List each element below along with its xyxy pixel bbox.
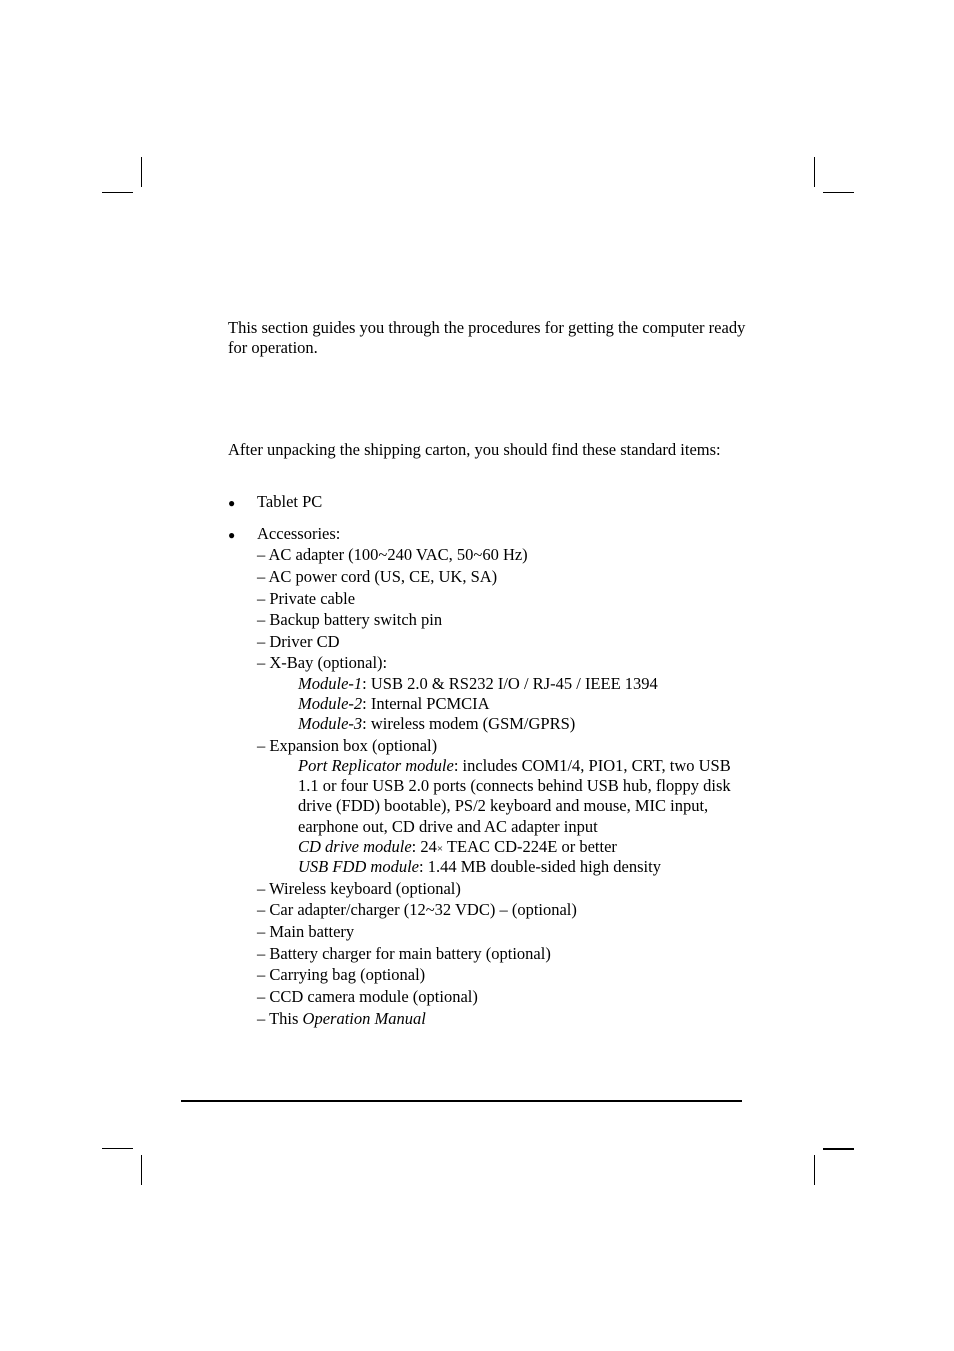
- accessory-item: – Wireless keyboard (optional): [257, 879, 461, 898]
- accessory-item: – Private cable: [257, 589, 356, 608]
- bullet-icon: ●: [228, 496, 236, 510]
- accessory-item: – AC power cord (US, CE, UK, SA): [257, 567, 498, 586]
- accessory-item-manual: [257, 1008, 426, 1030]
- module-desc: : USB 2.0 & RS232 I/O / RJ-45 / IEEE 1394: [362, 674, 658, 693]
- crop-mark-bottom-left-vertical: [141, 1155, 142, 1185]
- accessory-item: – Backup battery switch pin: [257, 610, 443, 629]
- cd-drive-module: [298, 837, 748, 859]
- crop-mark-top-right-horizontal: [823, 192, 854, 193]
- manual-title: Operation Manual: [302, 1009, 426, 1028]
- accessory-item: – Driver CD: [257, 632, 340, 651]
- module-desc: : 24: [411, 837, 437, 856]
- accessory-item: – Expansion box (optional): [257, 736, 438, 755]
- crop-mark-top-left-horizontal: [102, 192, 133, 193]
- crop-mark-bottom-right-vertical: [814, 1155, 815, 1185]
- accessory-item: – Battery charger for main battery (optional): [257, 944, 551, 963]
- crop-mark-bottom-right-horizontal: [823, 1148, 854, 1150]
- list-item-accessories: Accessories:: [257, 524, 341, 543]
- module-name: Module-2: [298, 694, 363, 713]
- accessory-item: – Carrying bag (optional): [257, 965, 426, 984]
- manual-prefix: – This: [257, 1009, 303, 1028]
- module-desc: TEAC CD-224E or better: [443, 837, 617, 856]
- port-replicator-module: [298, 756, 748, 837]
- bullet-icon: ●: [228, 528, 236, 542]
- module-name: Module-3: [298, 714, 363, 733]
- accessory-item: – CCD camera module (optional): [257, 987, 478, 1006]
- unpack-paragraph: After unpacking the shipping carton, you should find these standard items:: [228, 440, 721, 459]
- xbay-module-1: [298, 674, 748, 694]
- xbay-module-3: [298, 714, 748, 734]
- accessory-item: – AC adapter (100~240 VAC, 50~60 Hz): [257, 545, 528, 564]
- crop-mark-top-right-vertical: [814, 157, 815, 187]
- times-symbol: ×: [436, 843, 444, 855]
- intro-paragraph: This section guides you through the procedures for getting the computer ready for operation.: [228, 318, 746, 357]
- accessory-item: – X-Bay (optional):: [257, 653, 388, 672]
- module-desc: : 1.44 MB double-sided high density: [418, 857, 661, 876]
- usb-fdd-module: [298, 857, 748, 877]
- module-name: USB FDD module: [298, 857, 419, 876]
- module-desc: : wireless modem (GSM/GPRS): [362, 714, 576, 733]
- module-name: Module-1: [298, 674, 363, 693]
- list-item-tablet: Tablet PC: [257, 492, 323, 511]
- crop-mark-bottom-left-horizontal: [102, 1148, 133, 1149]
- module-name: Port Replicator module: [298, 756, 454, 775]
- module-desc: : Internal PCMCIA: [362, 694, 490, 713]
- footer-rule: [181, 1100, 742, 1102]
- accessory-item: – Car adapter/charger (12~32 VDC) – (optional): [257, 900, 577, 919]
- accessory-item: – Main battery: [257, 922, 355, 941]
- module-name: CD drive module: [298, 837, 412, 856]
- crop-mark-top-left-vertical: [141, 157, 142, 187]
- xbay-module-2: [298, 694, 748, 714]
- module-desc: : includes COM1/4, PIO1, CRT, two USB 1.1 or four USB 2.0 ports (connects behind USB hub, floppy disk drive (FDD) bootable), PS/2 keyboard and mouse, MIC input, earphone out, CD drive and AC adapter input: [298, 756, 731, 836]
